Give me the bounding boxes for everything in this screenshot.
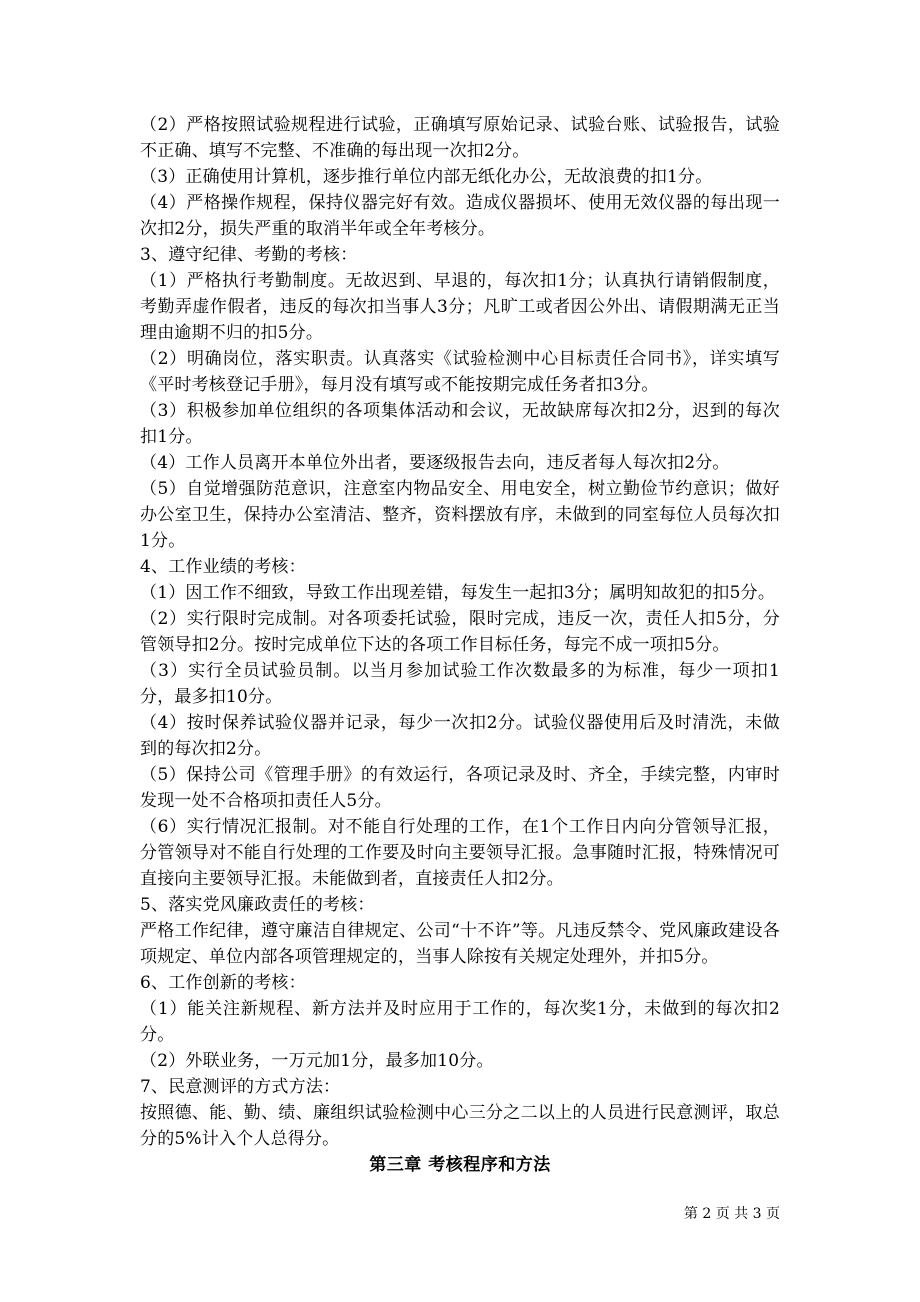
paragraph: （6）实行情况汇报制。对不能自行处理的工作，在1个工作日内向分管领导汇报，分管领导对不能自行处理的工作要及时向主要领导汇报。急事随时汇报，特殊情况可直接向主要领导汇报。未能做到者，直接责任人扣2分。 bbox=[140, 817, 780, 889]
page-footer: 第 2 页 共 3 页 bbox=[683, 1206, 780, 1222]
document-body bbox=[140, 112, 780, 1178]
paragraph: （4）严格操作规程，保持仪器完好有效。造成仪器损坏、使用无效仪器的每出现一次扣2分，损失严重的取消半年或全年考核分。 bbox=[140, 193, 780, 239]
section-heading: 5、落实党风廉政责任的考核： bbox=[140, 895, 375, 915]
paragraph: （1）严格执行考勤制度。无故迟到、早退的，每次扣1分；认真执行请销假制度，考勤弄虚作假者，违反的每次扣当事人3分；凡旷工或者因公外出、请假期满无正当理由逾期不归的扣5分。 bbox=[140, 271, 780, 343]
section-heading: 3、遵守纪律、考勤的考核： bbox=[140, 245, 358, 265]
section-heading: 7、民意测评的方式方法： bbox=[140, 1077, 341, 1097]
paragraph: （3）正确使用计算机，逐步推行单位内部无纸化办公，无故浪费的扣1分。 bbox=[140, 167, 713, 187]
paragraph: （2）实行限时完成制。对各项委托试验，限时完成，违反一次，责任人扣5分，分管领导扣2分。按时完成单位下达的各项工作目标任务，每完不成一项扣5分。 bbox=[140, 609, 780, 655]
paragraph: （1）能关注新规程、新方法并及时应用于工作的，每次奖1分，未做到的每次扣2分。 bbox=[140, 999, 780, 1045]
paragraph: （4）工作人员离开本单位外出者，要逐级报告去向，违反者每人每次扣2分。 bbox=[140, 453, 730, 473]
paragraph: （5）自觉增强防范意识，注意室内物品安全、用电安全，树立勤俭节约意识；做好办公室卫生，保持办公室清洁、整齐，资料摆放有序，未做到的同室每位人员每次扣1分。 bbox=[140, 479, 780, 551]
section-heading: 4、工作业绩的考核： bbox=[140, 557, 306, 577]
paragraph: （2）外联业务，一万元加1分，最多加10分。 bbox=[140, 1051, 494, 1071]
chapter-heading: 第三章 考核程序和方法 bbox=[369, 1155, 551, 1175]
paragraph: （2）明确岗位，落实职责。认真落实《试验检测中心目标责任合同书》，详实填写《平时考核登记手册》，每月没有填写或不能按期完成任务者扣3分。 bbox=[140, 349, 780, 395]
paragraph: （1）因工作不细致，导致工作出现差错，每发生一起扣3分；属明知故犯的扣5分。 bbox=[140, 583, 776, 603]
section-heading: 6、工作创新的考核： bbox=[140, 973, 306, 993]
paragraph: （2）严格按照试验规程进行试验，正确填写原始记录、试验台账、试验报告，试验不正确、填写不完整、不准确的每出现一次扣2分。 bbox=[140, 115, 780, 161]
paragraph: （3）实行全员试验员制。以当月参加试验工作次数最多的为标准，每少一项扣1分，最多扣10分。 bbox=[140, 661, 780, 707]
paragraph: （3）积极参加单位组织的各项集体活动和会议，无故缺席每次扣2分，迟到的每次扣1分。 bbox=[140, 401, 780, 447]
paragraph: 按照德、能、勤、绩、廉组织试验检测中心三分之二以上的人员进行民意测评，取总分的5%计入个人总得分。 bbox=[140, 1103, 780, 1149]
paragraph: （5）保持公司《管理手册》的有效运行，各项记录及时、齐全，手续完整，内审时发现一处不合格项扣责任人5分。 bbox=[140, 765, 780, 811]
paragraph: （4）按时保养试验仪器并记录，每少一次扣2分。试验仪器使用后及时清洗，未做到的每次扣2分。 bbox=[140, 713, 780, 759]
paragraph: 严格工作纪律，遵守廉洁自律规定、公司“十不许”等。凡违反禁令、党风廉政建设各项规定、单位内部各项管理规定的，当事人除按有关规定处理外，并扣5分。 bbox=[140, 921, 780, 967]
